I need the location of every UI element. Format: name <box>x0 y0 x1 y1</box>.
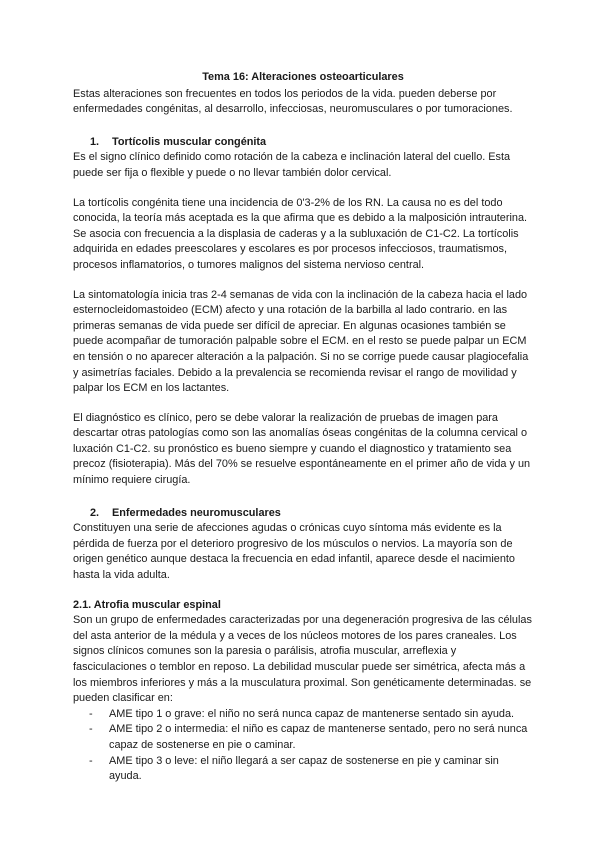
document-page <box>73 70 533 785</box>
document-title: Tema 16: Alteraciones osteoarticulares <box>202 71 404 83</box>
section-title: Tortícolis muscular congénita <box>112 135 267 148</box>
subsection-heading: 2.1. Atrofia muscular espinal <box>73 598 221 611</box>
list-item: - AME tipo 1 o grave: el niño no será nunca capaz de mantenerse sentado sin ayuda. <box>109 707 533 723</box>
paragraph-neuromuscular: Constituyen una serie de afecciones agudas o crónicas cuyo síntoma más evidente es la pérdida de fuerza por el deterioro progresivo de los músculos o nervios. La mayoría son de origen genético aunque destaca la frecuencia en edad infantil, aparece desde el nacimiento hasta la vida adulta. <box>73 522 515 582</box>
paragraph-incidence: La tortícolis congénita tiene una incidencia de 0'3-2% de los RN. La causa no es del todo conocida, la teoría más aceptada es la que afirma que es debido a la malposición intrauterina. Se asocia con frecuencia a la displasia de caderas y a la subluxación de C1-C2. La tortícolis adquirida en edades preescolares y escolares es por procesos infecciosos, traumatismos, procesos inflamatorios, o tumores malignos del sistema nervioso central. <box>73 196 528 271</box>
paragraph-definition: Es el signo clínico definido como rotación de la cabeza e inclinación lateral del cuello. Esta puede ser fija o flexible y puede o no llevar también dolor cervical. <box>73 151 511 179</box>
list-item: - AME tipo 3 o leve: el niño llegará a ser capaz de sostenerse en pie y caminar sin ayuda. <box>109 754 533 785</box>
paragraph-diagnosis: El diagnóstico es clínico, pero se debe valorar la realización de pruebas de imagen para descartar otras patologías como son las anomalías óseas congénitas de la columna cervical o luxación C1-C2. su pronóstico es bueno siempre y cuando el diagnostico y tratamiento sea precoz (fisioterapia). Más del 70% se resuelve espontáneamente en el primer año de vida y un mínimo requiere cirugía. <box>73 411 531 487</box>
section-title: Enfermedades neuromusculares <box>112 506 281 519</box>
intro-paragraph: Estas alteraciones son frecuentes en todos los periodos de la vida. pueden deberse por enfermedades congénitas, al desarrollo, infecciosas, neuromusculares o por tumoraciones. <box>73 87 513 116</box>
paragraph-symptoms: La sintomatología inicia tras 2-4 semanas de vida con la inclinación de la cabeza hacia el lado esternocleidomastoideo (ECM) afecto y una rotación de la barbilla al lado contrario. en las primeras semanas de vida puede ser difícil de apreciar. En algunas ocasiones también se puede acompañar de tumoración palpable sobre el ECM. en el resto se puede palpar un ECM en tensión o no aparecer alteración a la palpación. Si no se corrige puede causar plagiocefalia y asimetrías faciales. Debido a la prevalencia se recomienda revisar el rango de movilidad y palpar los ECM en los lactantes. <box>73 288 529 395</box>
list-item: - AME tipo 2 o intermedia: el niño es capaz de mantenerse sentado, pero no será nunca capaz de sostenerse en pie o caminar. <box>109 722 533 753</box>
paragraph-atrofia: Son un grupo de enfermedades caracterizadas por una degeneración progresiva de las células del asta anterior de la médula y a veces de los núcleos motores de los pares craneales. Los signos clínicos comunes son la paresia o parálisis, atrofia muscular, arreflexia y fasciculaciones o temblor en reposo. La debilidad muscular puede ser simétrica, afecta más a los miembros inferiores y más a la musculatura proximal. Son genéticamente determinadas. se pueden clasificar en: <box>73 614 532 705</box>
section-number: 1. <box>90 135 100 148</box>
section-heading-neuromuscular <box>73 506 533 522</box>
ame-type-list <box>73 707 533 785</box>
section-heading-torticolis <box>73 135 533 151</box>
section-number: 2. <box>90 506 100 519</box>
